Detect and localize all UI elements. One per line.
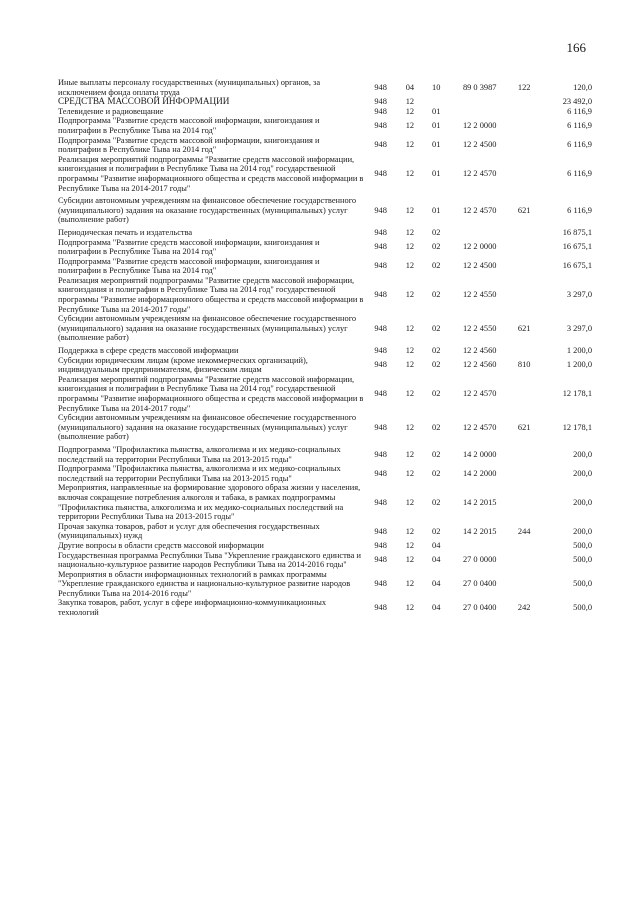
row-target-article: 12 2 4570 xyxy=(462,205,497,215)
row-subsection: 04 xyxy=(432,603,441,613)
row-section: 12 xyxy=(405,242,415,252)
table-row xyxy=(58,413,592,445)
row-subsection: 04 xyxy=(432,555,441,565)
table-row xyxy=(58,551,592,570)
row-amount: 1 200,0 xyxy=(566,346,592,356)
row-amount: 16 875,1 xyxy=(562,227,592,237)
table-row xyxy=(58,97,592,107)
table-row xyxy=(58,196,592,228)
row-section: 12 xyxy=(405,140,415,150)
row-expense-type xyxy=(509,276,539,314)
row-name: СРЕДСТВА МАССОВОЙ ИНФОРМАЦИИ xyxy=(58,96,230,107)
row-amount: 3 297,0 xyxy=(566,323,592,333)
row-target-article: 12 2 4560 xyxy=(462,360,497,370)
row-name: Закупка товаров, работ, услуг в сфере информационно-коммуникационных технологий xyxy=(58,598,327,618)
row-grbs: 948 xyxy=(374,242,387,252)
row-target-article: 12 2 0000 xyxy=(462,242,497,252)
row-subsection: 02 xyxy=(432,242,441,252)
row-section: 12 xyxy=(405,540,415,550)
table-row xyxy=(58,541,592,551)
row-name: Субсидии автономным учреждениям на финансовое обеспечение государственного (муниципального) задания на оказание государственных (муниципальных) услуг (выполнение работ) xyxy=(58,413,357,442)
row-expense-type xyxy=(509,97,539,107)
row-subsection: 01 xyxy=(432,106,441,116)
row-amount: 1 200,0 xyxy=(566,360,592,370)
row-section: 12 xyxy=(405,205,415,215)
row-target-article: 89 0 3987 xyxy=(462,82,497,92)
row-expense-type xyxy=(509,570,539,599)
row-section: 12 xyxy=(405,106,415,116)
row-name: Мероприятия в области информационных технологий в рамках программы "Укрепление гражданского единства и национально-культурное развитие народов Республики Тыва на 2014-2016 годы" xyxy=(58,569,351,598)
table-row xyxy=(58,570,592,599)
row-grbs: 948 xyxy=(374,579,387,589)
table-row xyxy=(58,464,592,483)
row-target-article: 27 0 0400 xyxy=(462,579,497,589)
row-amount: 120,0 xyxy=(573,82,592,92)
row-expense-type xyxy=(509,551,539,570)
row-expense-type xyxy=(509,375,539,413)
row-expense-type xyxy=(509,346,539,356)
table-row xyxy=(58,155,592,196)
row-target-article: 12 2 4550 xyxy=(462,290,497,300)
table-row xyxy=(58,445,592,464)
row-target-article: 27 0 0000 xyxy=(462,555,497,565)
row-section: 12 xyxy=(405,497,415,507)
row-expense-type: 122 xyxy=(517,82,531,92)
row-section: 12 xyxy=(405,468,415,478)
row-expense-type xyxy=(509,257,539,276)
row-amount: 6 116,9 xyxy=(567,205,592,215)
row-target-article xyxy=(450,541,509,551)
row-amount: 200,0 xyxy=(573,468,592,478)
table-row xyxy=(58,228,592,238)
row-grbs: 948 xyxy=(374,290,387,300)
row-grbs: 948 xyxy=(374,526,387,536)
row-subsection: 04 xyxy=(432,540,441,550)
row-name: Подпрограмма "Развитие средств массовой информации, книгоиздания и полиграфии в Республике Тыва на 2014 год" xyxy=(58,256,320,276)
row-section: 12 xyxy=(405,290,415,300)
row-name: Другие вопросы в области средств массовой информации xyxy=(58,540,264,550)
row-grbs: 948 xyxy=(374,555,387,565)
row-expense-type xyxy=(509,155,539,196)
row-section: 12 xyxy=(405,323,415,333)
row-subsection: 02 xyxy=(432,346,441,356)
row-subsection: 01 xyxy=(432,169,441,179)
row-expense-type xyxy=(509,116,539,135)
row-name: Поддержка в сфере средств массовой информации xyxy=(58,346,239,356)
row-grbs: 948 xyxy=(374,603,387,613)
row-target-article: 12 2 4500 xyxy=(462,261,497,271)
row-amount: 500,0 xyxy=(573,579,592,589)
row-grbs: 948 xyxy=(374,449,387,459)
row-expense-type: 621 xyxy=(517,205,531,215)
row-grbs: 948 xyxy=(374,422,387,432)
row-name: Реализация мероприятий подпрограммы "Развитие средств массовой информации, книгоиздания и полиграфии в Республике Тыва на 2014 год" государственной программы "Развитие информационного общества и средств массовой информации в Республике Тыва на 2014-2017 годы" xyxy=(58,154,364,193)
row-target-article xyxy=(450,97,509,107)
table-row xyxy=(58,314,592,346)
row-section: 12 xyxy=(405,526,415,536)
row-amount: 200,0 xyxy=(573,526,592,536)
table-row xyxy=(58,136,592,155)
row-amount: 6 116,9 xyxy=(567,106,592,116)
row-expense-type xyxy=(509,464,539,483)
row-name: Периодическая печать и издательства xyxy=(58,227,193,237)
row-expense-type xyxy=(509,445,539,464)
row-amount: 500,0 xyxy=(573,555,592,565)
row-subsection: 02 xyxy=(432,323,441,333)
row-expense-type xyxy=(509,228,539,238)
row-target-article xyxy=(450,107,509,117)
row-name: Прочая закупка товаров, работ и услуг для обеспечения государственных (муниципальных) нужд xyxy=(58,521,320,541)
row-subsection: 02 xyxy=(432,468,441,478)
row-name: Подпрограмма "Развитие средств массовой информации, книгоиздания и полиграфии в Республике Тыва на 2014 год" xyxy=(58,237,320,257)
row-section: 12 xyxy=(405,227,415,237)
row-grbs: 948 xyxy=(374,360,387,370)
table-row xyxy=(58,598,592,617)
table-row xyxy=(58,346,592,356)
row-expense-type: 242 xyxy=(517,603,531,613)
row-target-article: 14 2 2015 xyxy=(462,497,497,507)
row-subsection: 02 xyxy=(432,422,441,432)
row-name: Субсидии автономным учреждениям на финансовое обеспечение государственного (муниципального) задания на оказание государственных (муниципальных) услуг (выполнение работ) xyxy=(58,314,357,343)
table-row xyxy=(58,522,592,541)
row-grbs: 948 xyxy=(374,323,387,333)
row-subsection: 02 xyxy=(432,360,441,370)
row-grbs: 948 xyxy=(374,106,387,116)
table-row xyxy=(58,356,592,375)
row-name: Субсидии юридическим лицам (кроме некоммерческих организаций), индивидуальным предпринимателям, физическим лицам xyxy=(58,355,308,375)
row-target-article: 14 2 0000 xyxy=(462,449,497,459)
row-target-article: 14 2 2000 xyxy=(462,468,497,478)
row-subsection: 02 xyxy=(432,497,441,507)
row-grbs: 948 xyxy=(374,540,387,550)
row-target-article: 12 2 4570 xyxy=(462,389,497,399)
row-amount: 6 116,9 xyxy=(567,140,592,150)
row-amount: 6 116,9 xyxy=(567,121,592,131)
row-section: 12 xyxy=(405,579,415,589)
row-subsection: 02 xyxy=(432,261,441,271)
table-row xyxy=(58,107,592,117)
page-number: 166 xyxy=(566,40,586,55)
row-amount: 500,0 xyxy=(573,603,592,613)
row-name: Подпрограмма "Развитие средств массовой информации, книгоиздания и полиграфии в Республике Тыва на 2014 год" xyxy=(58,116,320,135)
row-expense-type xyxy=(509,483,539,521)
budget-table-body xyxy=(58,78,592,618)
row-grbs: 948 xyxy=(374,169,387,179)
table-row xyxy=(58,116,592,135)
row-grbs: 948 xyxy=(374,497,387,507)
row-section: 12 xyxy=(405,422,415,432)
row-amount: 200,0 xyxy=(573,497,592,507)
row-grbs: 948 xyxy=(374,97,387,107)
row-name: Иные выплаты персоналу государственных (муниципальных) органов, за исключением фонда оплаты труда xyxy=(58,78,321,97)
table-row xyxy=(58,78,592,97)
row-target-article: 14 2 2015 xyxy=(462,526,497,536)
row-section: 12 xyxy=(405,261,415,271)
row-grbs: 948 xyxy=(374,261,387,271)
row-target-article: 12 2 0000 xyxy=(462,121,497,131)
row-name: Субсидии автономным учреждениям на финансовое обеспечение государственного (муниципального) задания на оказание государственных (муниципальных) услуг (выполнение работ) xyxy=(58,196,357,225)
row-amount: 12 178,1 xyxy=(562,389,592,399)
row-name: Государственная программа Республики Тыва "Укрепление гражданского единства и национально-культурное развитие народов Республики Тыва на 2014-2016 годы" xyxy=(58,550,361,570)
row-name: Подпрограмма "Профилактика пьянства, алкоголизма и их медико-социальных последствий на территории Республики Тыва на 2013-2015 годы" xyxy=(58,444,341,464)
row-grbs: 948 xyxy=(374,205,387,215)
row-name: Мероприятия, направленные на формирование здорового образа жизни у населения, включая сокращение потребления алкоголя и табака, в рамках подпрограммы "Профилактика пьянства, алкоголизма и их медико-социальных последствий на территории Республики Тыва на 2013-2015 годы" xyxy=(58,483,361,522)
row-name: Реализация мероприятий подпрограммы "Развитие средств массовой информации, книгоиздания и полиграфии в Республике Тыва на 2014 год" государственной программы "Развитие информационного общества и средств массовой информации в Республике Тыва на 2014-2017 годы" xyxy=(58,275,364,314)
row-section: 12 xyxy=(405,169,415,179)
row-expense-type xyxy=(509,107,539,117)
row-subsection: 01 xyxy=(432,140,441,150)
row-section: 12 xyxy=(405,389,415,399)
row-grbs: 948 xyxy=(374,468,387,478)
row-target-article: 12 2 4500 xyxy=(462,140,497,150)
row-subsection: 01 xyxy=(432,205,441,215)
row-subsection: 04 xyxy=(432,579,441,589)
row-amount: 500,0 xyxy=(573,540,592,550)
row-amount: 16 675,1 xyxy=(562,261,592,271)
row-name: Подпрограмма "Профилактика пьянства, алкоголизма и их медико-социальных последствий на территории Республики Тыва на 2013-2015 годы" xyxy=(58,464,341,483)
row-grbs: 948 xyxy=(374,227,387,237)
row-expense-type: 244 xyxy=(517,526,531,536)
row-subsection: 01 xyxy=(432,121,441,131)
row-section: 12 xyxy=(405,97,415,107)
row-subsection: 02 xyxy=(432,227,441,237)
table-row xyxy=(58,375,592,413)
row-amount: 16 675,1 xyxy=(562,242,592,252)
row-section: 12 xyxy=(405,555,415,565)
row-target-article: 12 2 4550 xyxy=(462,323,497,333)
row-section: 12 xyxy=(405,346,415,356)
row-expense-type xyxy=(509,541,539,551)
table-row xyxy=(58,238,592,257)
row-section: 12 xyxy=(405,603,415,613)
row-expense-type: 810 xyxy=(517,360,531,370)
row-section: 12 xyxy=(405,449,415,459)
row-section: 12 xyxy=(405,360,415,370)
row-name: Реализация мероприятий подпрограммы "Развитие средств массовой информации, книгоиздания и полиграфии в Республике Тыва на 2014 год" государственной программы "Развитие информационного общества и средств массовой информации в Республике Тыва на 2014-2017 годы" xyxy=(58,374,364,413)
row-section: 04 xyxy=(405,82,415,92)
row-subsection: 02 xyxy=(432,389,441,399)
row-grbs: 948 xyxy=(374,121,387,131)
row-amount: 3 297,0 xyxy=(566,290,592,300)
row-grbs: 948 xyxy=(374,82,387,92)
row-subsection: 10 xyxy=(432,82,441,92)
table-row xyxy=(58,257,592,276)
row-section: 12 xyxy=(405,121,415,131)
row-target-article: 12 2 4570 xyxy=(462,169,497,179)
row-amount: 23 492,0 xyxy=(562,97,592,107)
row-expense-type: 621 xyxy=(517,323,531,333)
row-subsection: 02 xyxy=(432,449,441,459)
row-amount: 12 178,1 xyxy=(562,422,592,432)
row-target-article: 27 0 0400 xyxy=(462,603,497,613)
row-target-article: 12 2 4560 xyxy=(462,346,497,356)
row-amount: 200,0 xyxy=(573,449,592,459)
row-subsection xyxy=(422,97,450,107)
row-target-article: 12 2 4570 xyxy=(462,422,497,432)
row-target-article xyxy=(450,228,509,238)
row-grbs: 948 xyxy=(374,140,387,150)
row-name: Подпрограмма "Развитие средств массовой информации, книгоиздания и полиграфии в Республике Тыва на 2014 год" xyxy=(58,135,320,155)
row-subsection: 02 xyxy=(432,526,441,536)
row-name: Телевидение и радиовещание xyxy=(58,106,164,116)
table-row xyxy=(58,483,592,521)
row-amount: 6 116,9 xyxy=(567,169,592,179)
table-row xyxy=(58,276,592,314)
budget-table xyxy=(58,78,592,618)
row-grbs: 948 xyxy=(374,389,387,399)
row-subsection: 02 xyxy=(432,290,441,300)
row-expense-type: 621 xyxy=(517,422,531,432)
row-expense-type xyxy=(509,238,539,257)
row-grbs: 948 xyxy=(374,346,387,356)
row-expense-type xyxy=(509,136,539,155)
